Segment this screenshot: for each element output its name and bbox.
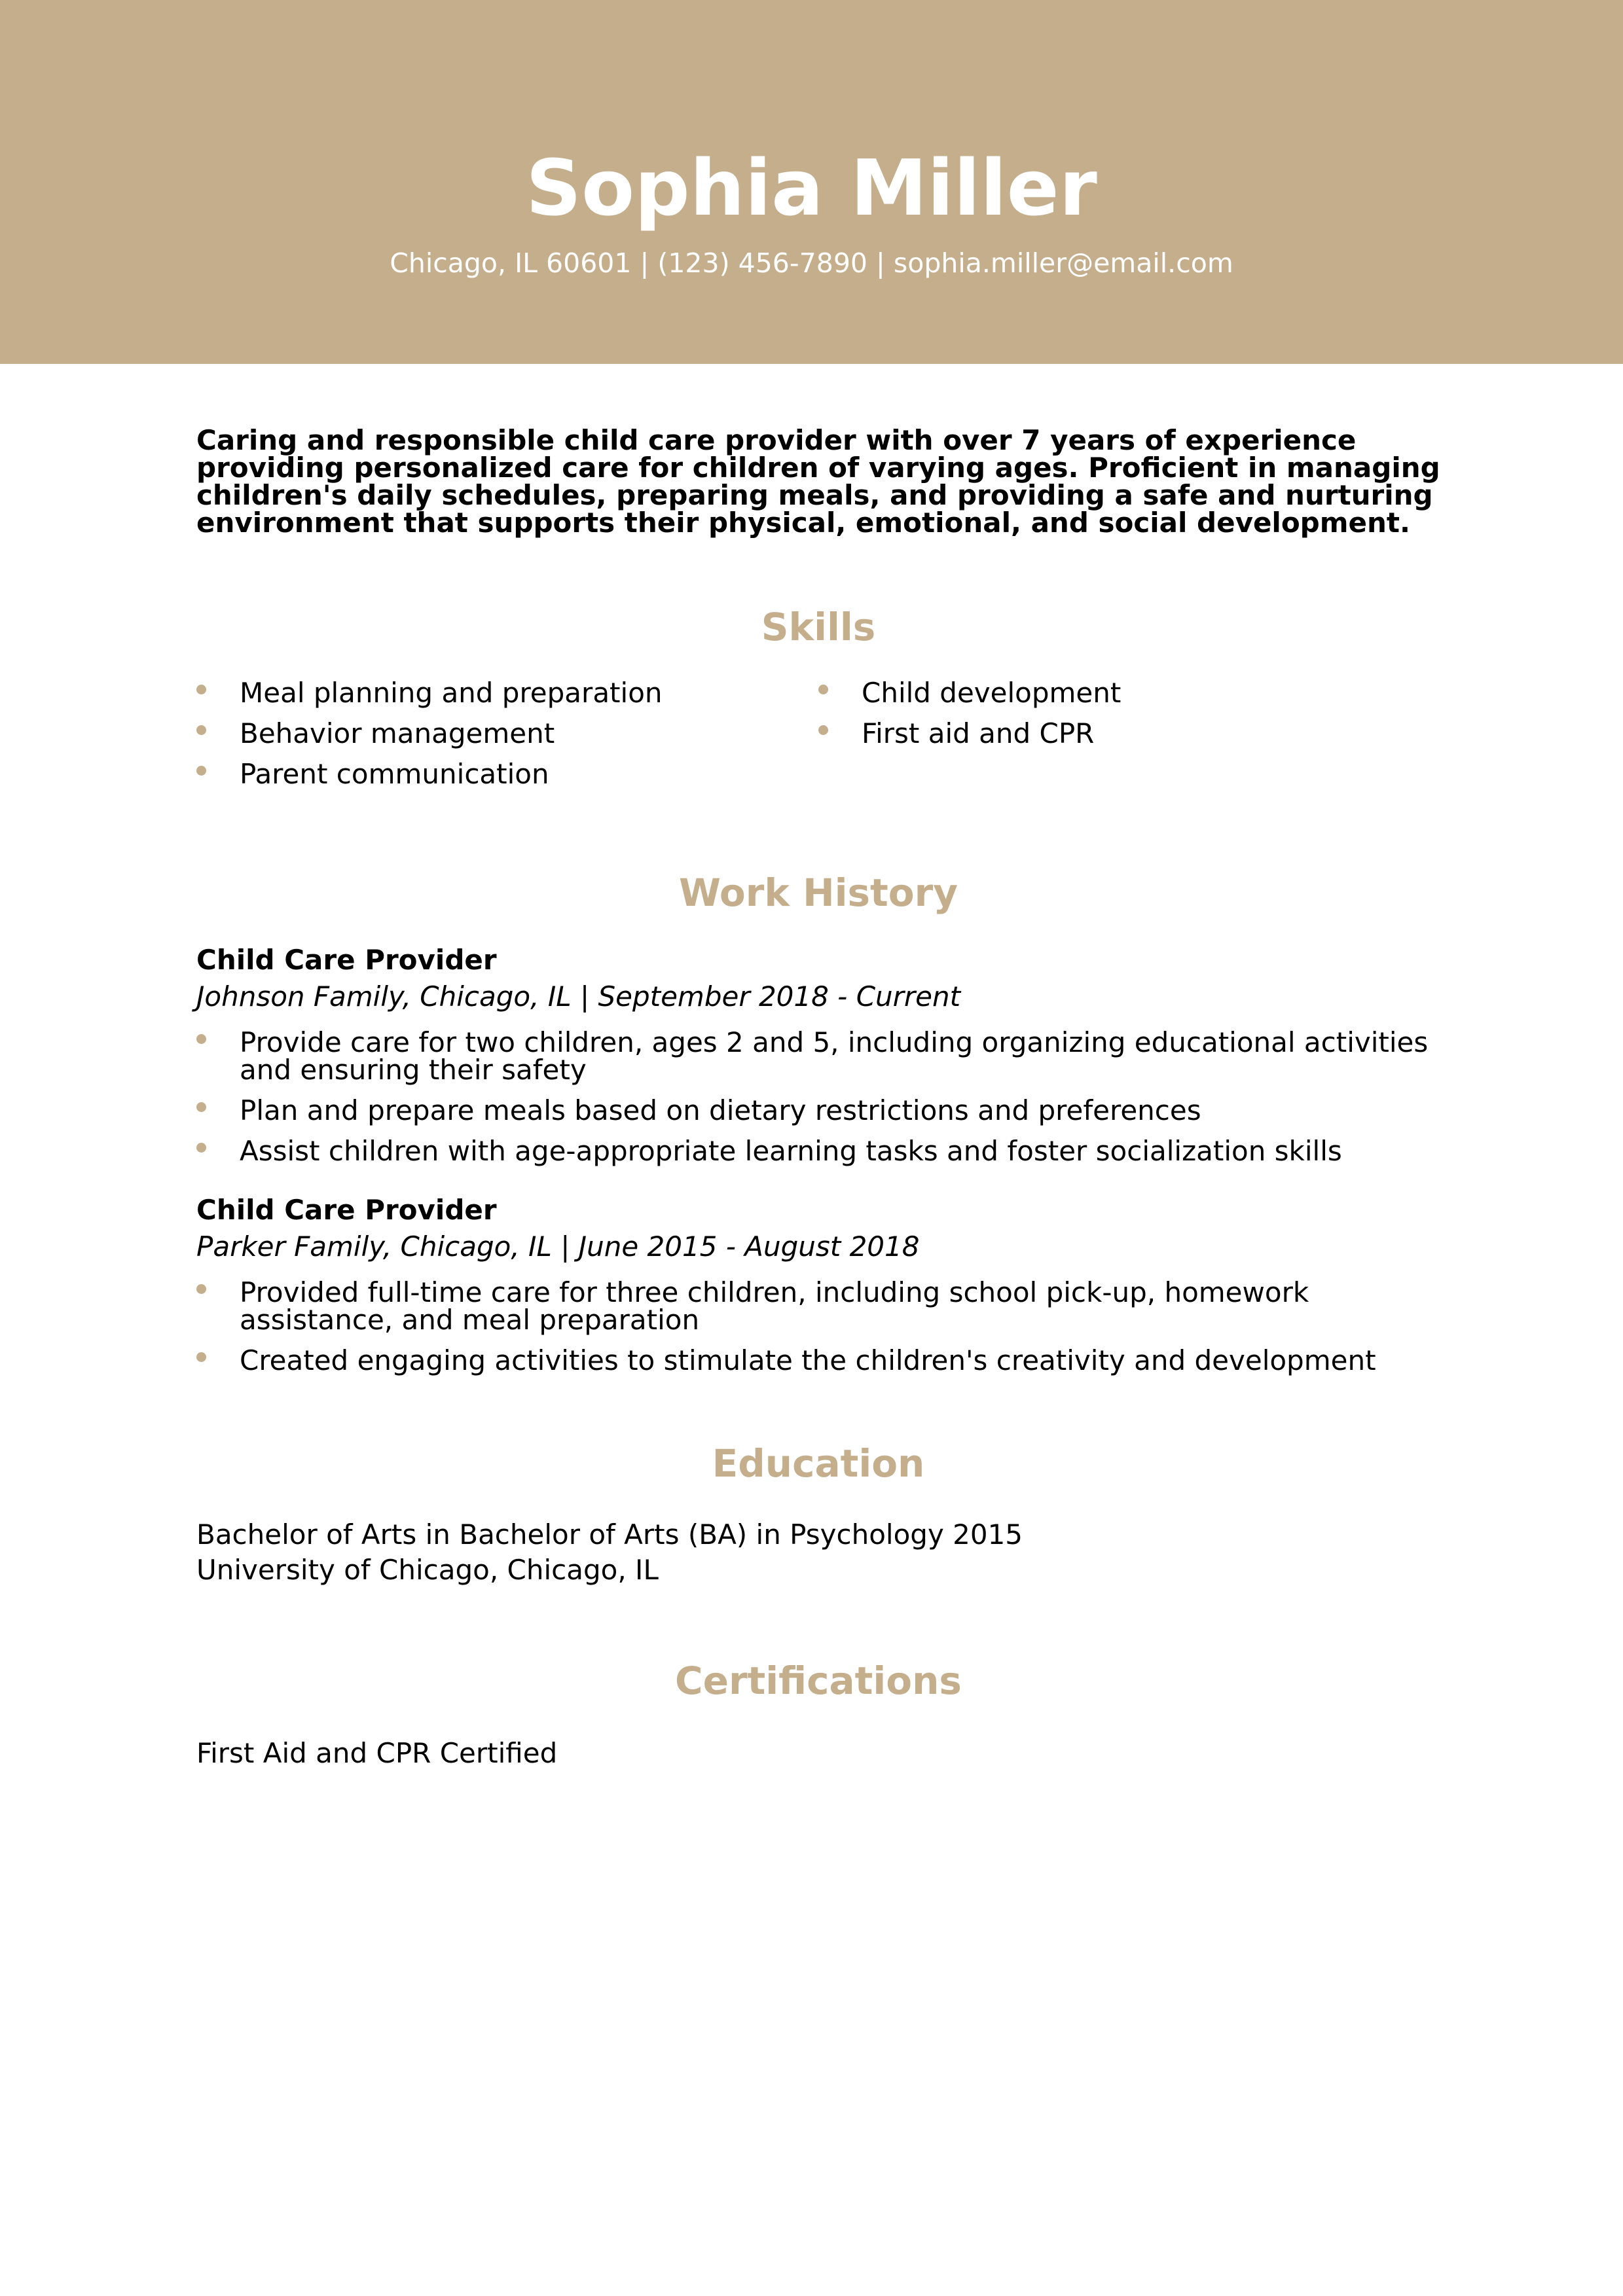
job-entry — [196, 941, 1440, 1165]
skill-item: Parent communication — [196, 761, 818, 788]
job-duty-item: Provide care for two children, ages 2 and 5, including organizing educational activities and ensuring their safety — [196, 1029, 1440, 1084]
job-duty-item: Created engaging activities to stimulate the children's creativity and development — [196, 1347, 1440, 1374]
skill-item: Meal planning and preparation — [196, 679, 818, 707]
job-duties — [196, 1276, 1440, 1376]
skills-list — [196, 679, 1440, 801]
certifications-heading: Certifications — [675, 1659, 962, 1703]
contact-info: Chicago, IL 60601 | (123) 456-7890 | sophia.miller@email.com — [390, 247, 1233, 279]
job-title: Child Care Provider — [196, 944, 497, 976]
job-entry — [196, 1191, 1440, 1374]
education-school: University of Chicago, Chicago, IL — [196, 1554, 659, 1586]
skills-column-right — [818, 679, 1440, 801]
skill-item: Child development — [818, 679, 1440, 707]
education-degree: Bachelor of Arts in Bachelor of Arts (BA) in Psychology 2015 — [196, 1518, 1023, 1551]
candidate-name: Sophia Miller — [526, 143, 1097, 233]
job-employer-dates: Parker Family, Chicago, IL | June 2015 - August 2018 — [196, 1230, 920, 1263]
certifications-list — [196, 1736, 1440, 1771]
job-duty-item: Plan and prepare meals based on dietary restrictions and preferences — [196, 1097, 1440, 1124]
skills-column-left — [196, 679, 818, 801]
professional-summary: Caring and responsible child care provider with over 7 years of experience providing personalized care for children of varying ages. Proficient in managing children's daily schedules, preparing meals, and providing a safe and nurturing environment that supports their physical, emotional, and social development. — [196, 424, 1440, 539]
job-employer-dates: Johnson Family, Chicago, IL | September 2018 - Current — [196, 980, 961, 1013]
job-duty-item: Assist children with age-appropriate learning tasks and foster socialization skills — [196, 1138, 1440, 1165]
skill-item: First aid and CPR — [818, 720, 1440, 747]
work-history-heading: Work History — [678, 870, 958, 915]
education-heading: Education — [712, 1441, 925, 1486]
certification-item: First Aid and CPR Certified — [196, 1737, 558, 1769]
resume-body — [196, 424, 1440, 1771]
job-duty-item: Provided full-time care for three children, including school pick-up, homework assistance, and meal preparation — [196, 1279, 1440, 1334]
job-duties — [196, 1026, 1440, 1167]
skills-heading: Skills — [761, 605, 876, 649]
skill-item: Behavior management — [196, 720, 818, 747]
job-title: Child Care Provider — [196, 1194, 497, 1226]
header-banner — [0, 0, 1623, 364]
